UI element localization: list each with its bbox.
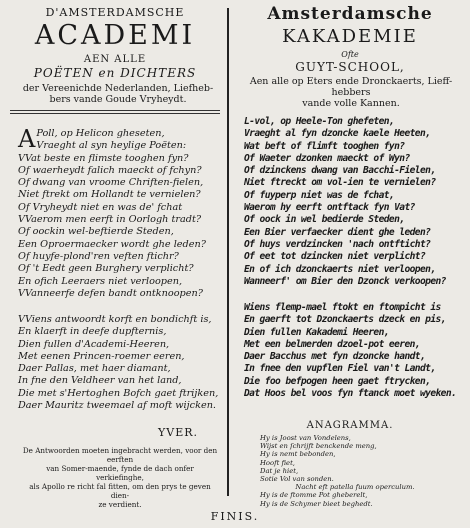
poem-line: Of eet tot dzincken niet verplicht? bbox=[244, 251, 426, 263]
poem-line: Daer Mauritz tweemael af moft wijcken. bbox=[18, 400, 217, 412]
anagram-title: ANAGRAMMA. bbox=[306, 420, 394, 431]
poem-line: Die foo befpogen heen gaet ftrycken, bbox=[244, 375, 431, 387]
anagram-line: Hy is de ftomme Pot gheberelt, bbox=[260, 491, 368, 500]
poem-line: Daer Pallas, met haer diamant, bbox=[18, 363, 171, 375]
left-subtitle-2: POËTEN en DICHTERS bbox=[33, 66, 197, 80]
left-dropcap: A bbox=[18, 125, 36, 153]
right-dedication-line: vande volle Kannen. bbox=[302, 98, 400, 109]
poem-line: Of oockin wel-beftierde Steden, bbox=[18, 226, 174, 238]
poem-line: Wanneerf' om Bier den Dzonck verkoopen? bbox=[244, 275, 446, 287]
left-title: ACADEMI bbox=[34, 20, 196, 51]
poem-line: Of dwang van vroome Chriften-fielen, bbox=[18, 177, 204, 189]
poem-line: Of huyfe-plond'ren veften ftichr? bbox=[18, 250, 179, 262]
right-stanza-2 bbox=[244, 302, 466, 400]
poem-line: VVat beste en flimste tooghen fyn? bbox=[18, 152, 189, 164]
poem-line: Of fuyperp niet was de fchat, bbox=[244, 189, 395, 201]
left-dedication bbox=[14, 83, 222, 105]
poem-line: Vraeght al fyn dzoncke kaele Heeten, bbox=[244, 128, 431, 140]
poem-line: Met een belmerden dzoel-pot eeren, bbox=[244, 338, 420, 350]
anagram-line: Hy is nemt bebonden, bbox=[260, 450, 336, 459]
note-line: als Apollo re richt fal fitten, om den prys te geven dien- bbox=[29, 482, 211, 500]
poem-line: Dien fullen d'Academi-Heeren, bbox=[18, 338, 170, 350]
anagram-line: Nacht eft patella fuum operculum. bbox=[295, 483, 415, 492]
poem-line: VViens antwoordt korft en bondichft is, bbox=[18, 314, 212, 325]
anagram-line: Dat je hiet, bbox=[260, 466, 299, 475]
poem-line: Wiens flemp-mael ftokt en ftompicht is bbox=[244, 302, 441, 313]
column-divider bbox=[227, 8, 229, 496]
poem-line: In fne den Veldheer van het land, bbox=[18, 375, 182, 387]
left-dedication-line: bers vande Goude Vryheydt. bbox=[49, 94, 187, 105]
poem-line: Niet ftreckt om vol-ien te vernielen? bbox=[244, 177, 436, 189]
poem-line: Een Bier verfaecker dient ghe leden? bbox=[244, 226, 431, 238]
poem-line: Met eenen Princen-roemer eeren, bbox=[18, 350, 185, 362]
left-signature: YVER. bbox=[158, 426, 199, 439]
right-school: GUYT-SCHOOL, bbox=[295, 60, 405, 74]
right-dedication-line: Aen alle op Eters ende Dronckaerts, Lieff-hebbers bbox=[249, 76, 453, 98]
poem-line: Of Waeter dzonken maeckt of Wyn? bbox=[244, 152, 410, 164]
poem-line: Die met s'Hertoghen Bofch gaet ftrijken, bbox=[18, 387, 219, 399]
poem-line: Niet ftrekt om Hollandt te vernielen? bbox=[18, 189, 201, 201]
anagram-line: Hooft fiet, bbox=[260, 458, 295, 467]
poem-line: VVaerom men eerft in Oorlogh tradt? bbox=[18, 214, 202, 226]
left-stanza-2 bbox=[18, 314, 222, 412]
left-dedication-line: der Vereenichde Nederlanden, Liefheb- bbox=[22, 83, 214, 94]
poem-line: Dien fullen Kakademi Heeren, bbox=[244, 326, 389, 338]
poem-line: Of waerheydt falich maeckt of fchyn? bbox=[18, 164, 202, 176]
poem-line: Of 't Eedt geen Burghery verplicht? bbox=[18, 263, 194, 275]
note-line: van Somer-maende, fynde de dach onfer verkiefinghe, bbox=[46, 464, 194, 482]
finis-footer: FINIS. bbox=[210, 510, 260, 523]
right-dedication bbox=[238, 76, 464, 109]
note-line: De Antwoorden moeten ingebracht werden, voor den eerften bbox=[22, 446, 218, 464]
right-ofte: Ofte bbox=[341, 50, 359, 59]
poem-line: Of oock in wel bedierde Steden, bbox=[244, 214, 405, 226]
anagram-line: Wijst en ſchrijft benckende meng, bbox=[260, 442, 377, 451]
poem-line: Een Oproermaecker wordt ghe leden? bbox=[18, 238, 206, 250]
note-line: ze verdient. bbox=[98, 500, 142, 509]
poem-line: Wat beft of flimft tooghen fyn? bbox=[244, 140, 405, 152]
right-title-2: KAKADEMIE bbox=[282, 26, 418, 47]
poem-line: L-vol, op Heele-Ton ghefeten, bbox=[244, 116, 395, 127]
anagram-line: Hy is de Schymer bieet beghedt. bbox=[260, 499, 373, 508]
left-stanza-1 bbox=[18, 125, 222, 300]
poem-line: En klaerft in deefe dupfternis, bbox=[18, 326, 167, 338]
left-rule bbox=[10, 110, 220, 111]
poem-line: Dat Hoos bel voos fyn ftanck moet wyeken. bbox=[244, 388, 457, 400]
poem-line: VVanneerfe defen bandt ontknoopen? bbox=[18, 287, 203, 299]
left-subtitle-1: AEN ALLE bbox=[83, 54, 147, 65]
poem-line: Of huys verdzincken 'nach ontfticht? bbox=[244, 238, 431, 250]
poem-line: In fnee den vupflen Fiel van't Landt, bbox=[244, 363, 436, 375]
poem-line: Daer Bacchus met fyn dzoncke handt, bbox=[244, 351, 426, 363]
poem-line: Poll, op Helicon gheseten, bbox=[36, 128, 165, 139]
poem-line: Of dzinckens dwang van Bacchi-Fielen, bbox=[244, 165, 436, 177]
anagram-line: Sotie Vol van sonden. bbox=[260, 475, 334, 484]
poem-line: En of ich dzonckaerts niet verloopen, bbox=[244, 263, 436, 275]
anagram-block bbox=[260, 434, 450, 508]
right-stanza-1 bbox=[244, 116, 466, 288]
poem-line: En ofich Leeraers niet verloopen, bbox=[18, 275, 183, 287]
poem-line: Of Vryheydt niet en was de' fchat bbox=[18, 201, 183, 213]
left-superscript: D'AMSTERDAMSCHE bbox=[45, 6, 185, 19]
left-rule bbox=[10, 113, 220, 114]
poem-line: En gaerft tot Dzonckaerts dzeck en pis, bbox=[244, 314, 446, 326]
poem-line: Vraeght al syn heylige Poëten: bbox=[36, 140, 187, 152]
poem-line: Waerom hy eerft ontftack fyn Vat? bbox=[244, 202, 415, 214]
right-title: Amsterdamsche bbox=[267, 4, 433, 24]
anagram-line: Hy is Joost van Vondelens, bbox=[260, 434, 351, 442]
left-note bbox=[22, 446, 218, 509]
